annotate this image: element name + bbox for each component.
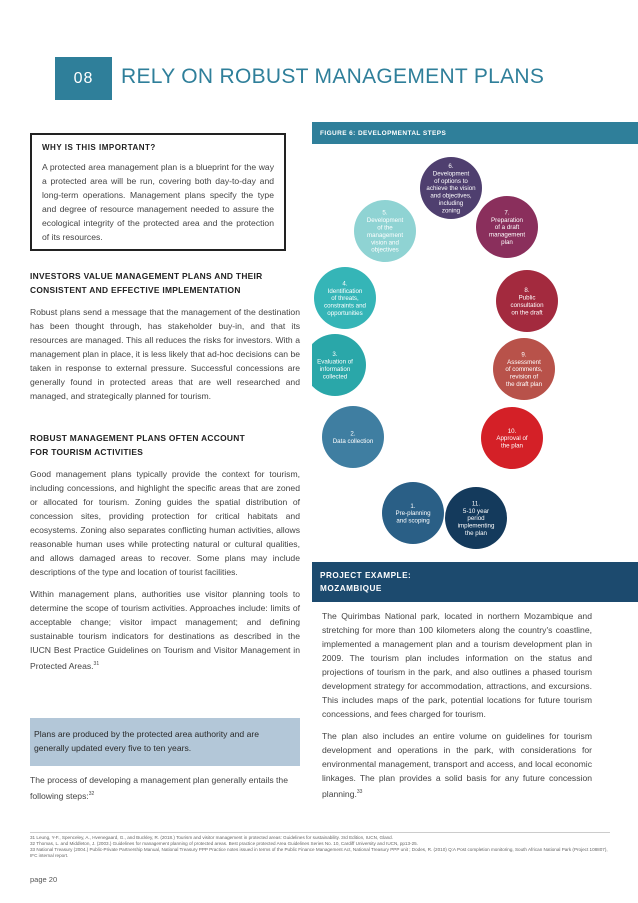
step-10-label-line: 10. (507, 427, 517, 435)
chapter-number-badge: 08 (55, 57, 112, 100)
step-6-label-line: Development (432, 170, 470, 178)
step-8-label-line: Public (518, 294, 536, 302)
step-10 (481, 407, 543, 469)
callout-box (30, 718, 300, 766)
step-4-label-line: opportunities (327, 310, 363, 317)
process-text-body: The process of developing a management plan generally entails the following steps: (30, 775, 288, 801)
project-body (322, 609, 592, 801)
step-6-label-line: achieve the vision (426, 185, 476, 193)
step-2 (322, 406, 384, 468)
step-9 (493, 338, 555, 400)
step-7-label-line: management (488, 231, 526, 239)
project-para2-text: The plan also includes an entire volume on guidelines for tourism development and operations in the park, with considerations for environmental management, transport and access, and local economic linkages. The plan provides a solid basis for any future concession planning. (322, 731, 592, 799)
step-5-label-line: objectives (371, 246, 399, 254)
robust-section (30, 431, 300, 673)
footnote-33: 33 National Treasury (2004.) Public-Private Partnership Manual, National Treasury PPP Practice notes issued in terms of the Public Finance Management Act, National Treasury PPP unit ; Dodes, R. (2010) Q:A Post completion monitoring, South African National Park (Project 108807), IFC internal report. (30, 847, 608, 858)
step-1-label-line: 1. (410, 502, 416, 510)
step-2-label-line: Data collection (332, 437, 374, 445)
robust-para1: Good management plans typically provide the context for tourism, including concessions, and highlight the specific areas that are zoned or allocated for tourism. Zoning guides the spatial distribution of concession sites, providing protection for critical habitats and ecosystems. Zoning also separates conflicting human activities, allows reasonable human uses while protecting natural or cultural qualities, and allows damaged areas to recover. Some plans may include descriptions of the type and location of tourist facilities. (30, 469, 300, 577)
footnote-divider (30, 832, 610, 833)
project-para2 (322, 729, 592, 801)
step-6-label-line: zoning (441, 207, 461, 215)
page-number: page 20 (30, 875, 58, 884)
step-9-label-line: the draft plan (505, 381, 543, 388)
step-6-label-line: of options to (434, 177, 468, 185)
chapter-title: RELY ON ROBUST MANAGEMENT PLANS (121, 65, 545, 88)
step-6-label-line: 6. (448, 163, 454, 170)
step-1 (382, 482, 444, 544)
step-11 (445, 487, 507, 549)
step-7-label-line: of a draft (494, 224, 520, 232)
investors-body: Robust plans send a message that the management of the destination has been thought through, has stakeholder buy-in, and that its resources are managed. This all reduces the risks for investors. With a management plan in place, it is less likely that ad-hoc decisions can be taken in response to external pressure. Successful concessions are generally found in protected areas that are well researched and managed, and strategically planned for tourism. (30, 307, 300, 401)
step-3-label-line: Evaluation of (317, 358, 353, 366)
step-11-label-line: period (467, 515, 485, 523)
step-9-label-line: 9. (521, 351, 527, 359)
step-5 (354, 200, 416, 262)
why-important-box (30, 133, 286, 251)
step-4 (314, 267, 376, 329)
project-heading-line2: MOZAMBIQUE (320, 584, 382, 593)
process-text (30, 773, 300, 803)
step-9-label-line: revision of (509, 373, 539, 381)
step-8-label-line: consultation (510, 301, 544, 309)
step-5-label-line: management (366, 231, 404, 239)
step-10-label-line: Approval of (496, 435, 528, 443)
why-body: A protected area management plan is a blueprint for the way a protected area will be run, covering both day-to-day and long-term operations. Management plans specify the type and degree of resource management needed to assure the ecological integrity of the protected area and the protection of its resources. (42, 162, 274, 242)
step-8 (496, 270, 558, 332)
step-4-label-line: of threats, (331, 295, 359, 303)
step-1-label-line: and scoping (396, 517, 430, 525)
step-7-label-line: plan (501, 239, 513, 246)
footnote-ref-32: 32 (88, 791, 95, 797)
robust-para2-text: Within management plans, authorities use visitor planning tools to determine the scope of tourism activities. Approaches include: limits of acceptable change; visitor impact management; and defining sustainable tourism indicators for destinations as described in the IUCN Best Practice Guidelines on Tourism and Visitor Management in Protected Areas. (30, 589, 300, 671)
investors-section (30, 269, 300, 403)
step-3 (312, 334, 366, 396)
step-4-label-line: Identification (327, 287, 363, 295)
robust-para2 (30, 587, 300, 673)
step-11-label-line: 5-10 year (462, 507, 490, 515)
footnotes (30, 835, 615, 859)
step-8-label-line: on the draft (511, 309, 543, 317)
step-9-label-line: Assessment (507, 358, 541, 366)
step-3-label-line: information (319, 365, 351, 373)
step-3-label-line: 3. (332, 351, 338, 359)
developmental-steps-diagram (312, 144, 638, 562)
footnote-ref-33: 33 (356, 789, 363, 795)
step-7 (476, 196, 538, 258)
investors-heading: INVESTORS VALUE MANAGEMENT PLANS AND THEIR CONSISTENT AND EFFECTIVE IMPLEMENTATION (30, 271, 263, 295)
step-4-label-line: constraints and (324, 302, 366, 310)
step-3-label-line: collected (322, 373, 348, 381)
project-para1: The Quirimbas National park, located in northern Mozambique and stretching for more than 100 kilometers along the country's coastline, implemented a management plan and a tourism development plan in 2009. The tourism plan includes information on the status and projections of tourism in the park, and also outlines a phased tourism development strategy for accommodation, attractions, and excursions. This includes maps of the park, potential locations for future tourism concessions, and fees charged for tourism. (322, 611, 592, 719)
footnote-32: 32 Thomas, L. and Middleton, J. (2003.) Guidelines for management planning of protected areas. Best practice protected Area Guidelines Series No. 10, Cardiff University and IUCN, pp13-25. (30, 841, 418, 846)
step-6-label-line: and objectives, (430, 192, 472, 200)
step-8-label-line: 8. (524, 287, 530, 295)
step-6-label-line: including (438, 200, 464, 207)
callout-text: Plans are produced by the protected area authority and are generally updated every five to ten years. (34, 729, 260, 753)
step-6 (420, 157, 482, 219)
step-7-label-line: Preparation (491, 216, 523, 224)
step-10-label-line: the plan (500, 442, 524, 450)
figure-caption-bar: FIGURE 6: DEVELOPMENTAL STEPS (312, 122, 638, 144)
project-example-bar (312, 562, 638, 602)
step-5-label-line: of the (377, 224, 393, 232)
robust-heading: ROBUST MANAGEMENT PLANS OFTEN ACCOUNT FOR TOURISM ACTIVITIES (30, 433, 246, 457)
step-7-label-line: 7. (504, 209, 510, 217)
step-11-label-line: 11. (471, 500, 481, 508)
step-11-label-line: the plan (464, 530, 488, 537)
footnote-ref-31: 31 (93, 661, 100, 667)
step-1-label-line: Pre-planning (395, 510, 431, 518)
step-2-label-line: 2. (350, 430, 356, 438)
why-heading: WHY IS THIS IMPORTANT? (42, 143, 156, 152)
step-4-label-line: 4. (342, 280, 348, 288)
step-5-label-line: vision and (371, 239, 399, 247)
step-5-label-line: Development (366, 217, 404, 225)
step-5-label-line: 5. (382, 209, 388, 217)
footnote-31: 31 Leung, Y-F., Spenceley, A., Hvenegaard, G., and Buckley, R. (2018.) Tourism and visitor management in protected areas: Guidelines for sustainability. 3rd Edition, IUCN, Gland. (30, 835, 394, 840)
project-heading-line1: PROJECT EXAMPLE: (320, 571, 412, 580)
step-11-label-line: implementing (457, 522, 495, 530)
step-9-label-line: of comments, (505, 366, 543, 374)
